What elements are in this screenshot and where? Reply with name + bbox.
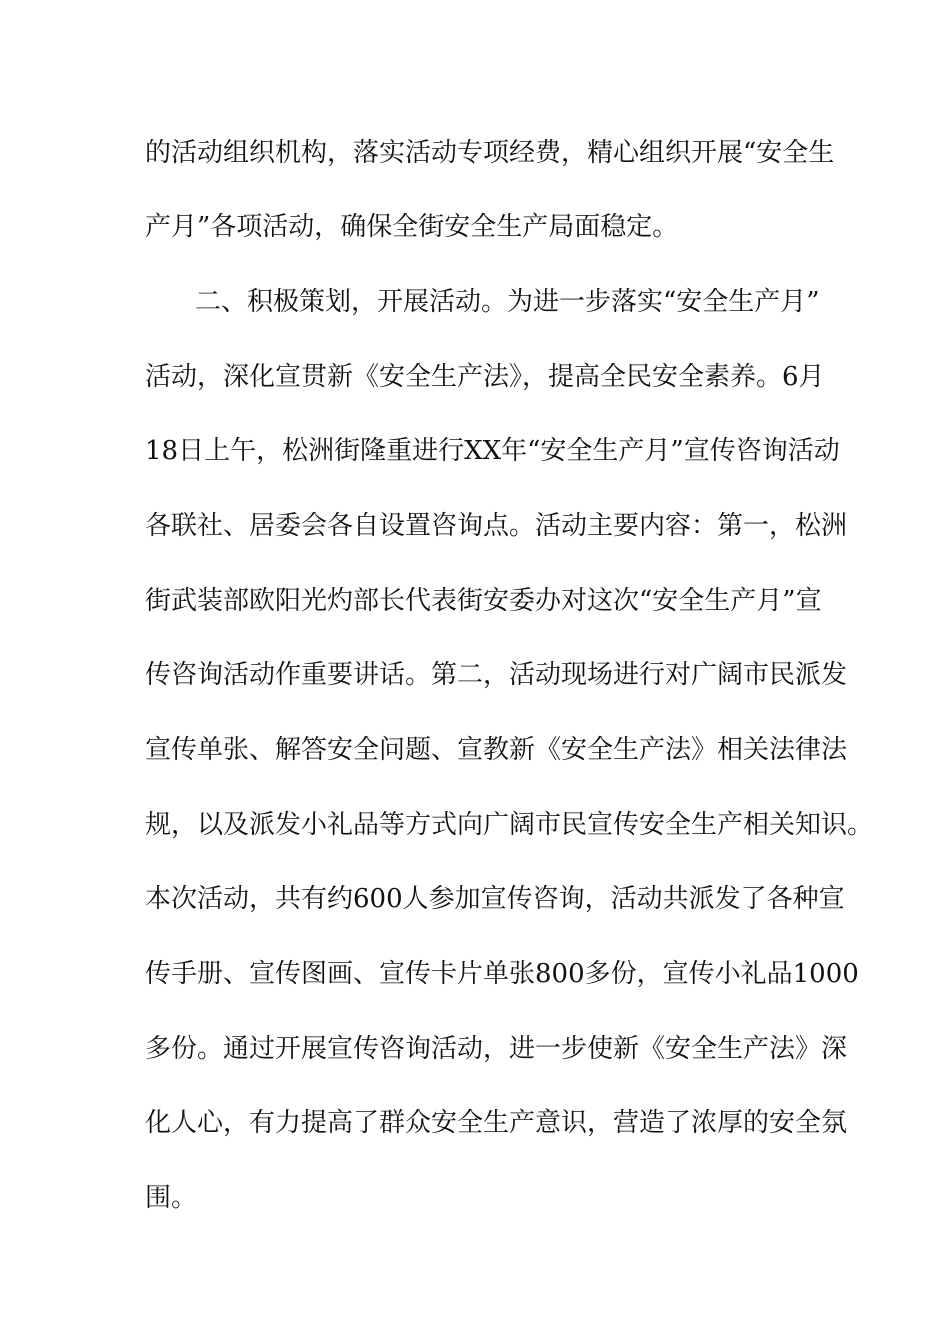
body-line-13: 多份。通过开展宣传咨询活动，进一步使新《安全生产法》深 [145,1034,848,1064]
body-line-12: 传手册、宣传图画、宣传卡片单张800多份，宣传小礼品1000 [145,959,859,989]
body-line-2: 产月”各项活动，确保全街安全生产局面稳定。 [145,212,679,242]
body-line-8: 传咨询活动作重要讲话。第二，活动现场进行对广阔市民派发 [145,660,848,690]
body-line-7: 街武装部欧阳光灼部长代表街安委办对这次“安全生产月”宣 [145,586,822,616]
body-line-14: 化人心，有力提高了群众安全生产意识，营造了浓厚的安全氛 [145,1108,848,1138]
body-line-9: 宣传单张、解答安全问题、宣教新《安全生产法》相关法律法 [145,735,848,765]
body-line-15: 围。 [145,1183,198,1213]
body-line-1: 的活动组织机构，落实活动专项经费，精心组织开展“安全生 [145,138,835,168]
body-line-5: 18日上午，松洲街隆重进行XX年“安全生产月”宣传咨询活动 [145,436,840,466]
body-line-11: 本次活动，共有约600人参加宣传咨询，活动共派发了各种宣 [145,884,845,914]
body-line-6: 各联社、居委会各自设置咨询点。活动主要内容：第一，松洲 [145,511,848,541]
body-line-4: 活动，深化宣贯新《安全生产法》，提高全民安全素养。6月 [145,362,825,392]
body-line-10: 规，以及派发小礼品等方式向广阔市民宣传安全生产相关知识。 [145,810,874,840]
paragraph-2-first-line: 二、积极策划，开展活动。为进一步落实“安全生产月” [195,287,820,317]
